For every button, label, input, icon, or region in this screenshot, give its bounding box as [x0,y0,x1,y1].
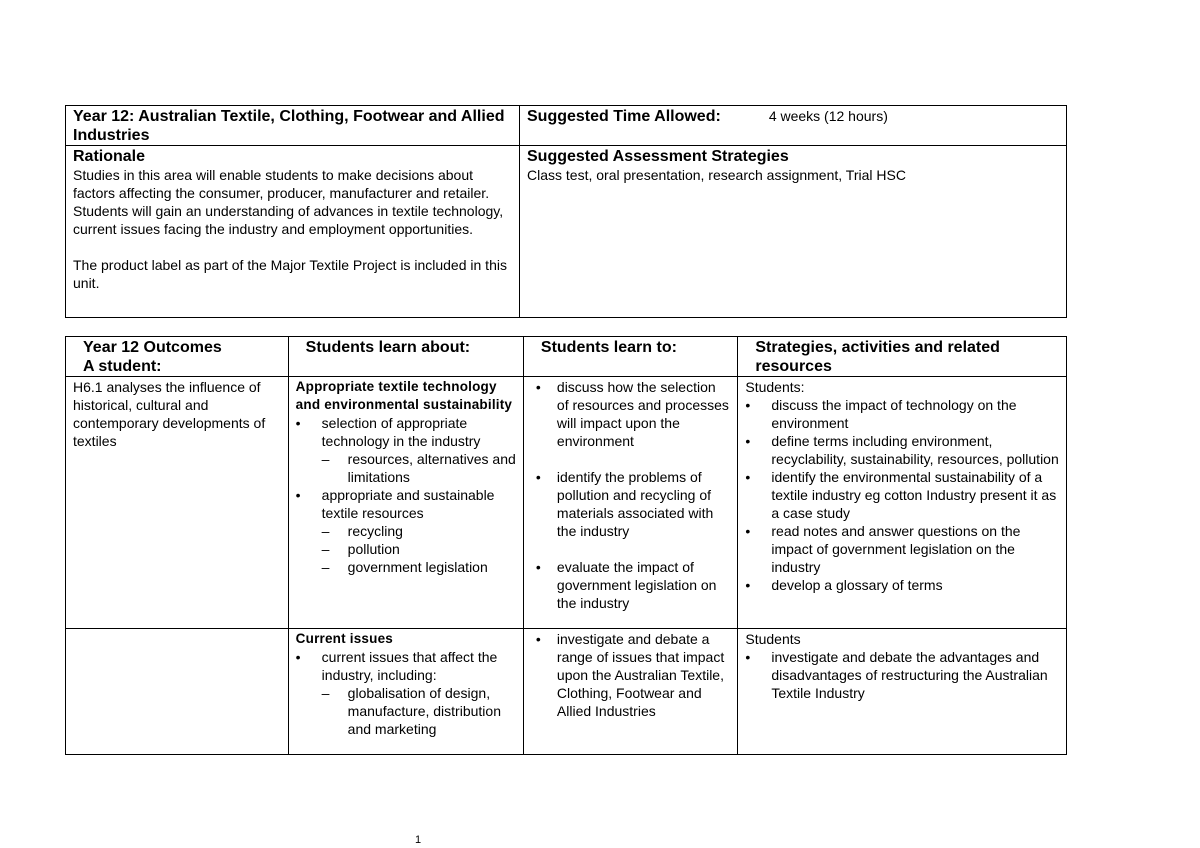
list-item: • define terms including environment, recyclability, sustainability, resources, pollution [745,432,1059,468]
learn-to-list [531,630,730,720]
list-item: • discuss the impact of technology on the environment [745,396,1059,432]
topic-heading: Appropriate textile technology and environmental sustainability [295,379,513,412]
strategies-cell [738,377,1067,629]
outcomes-table [65,336,1067,755]
outcome-cell [66,377,289,629]
learn-about-cell [288,377,523,629]
list-item: • discuss how the selection of resources and processes will impact upon the environment [531,378,730,450]
header-learn-to: Students learn to: [523,337,737,377]
list-item: • identify the problems of pollution and recycling of materials associated with the industry [531,468,730,540]
outcome-cell [66,629,289,755]
assessment-heading: Suggested Assessment Strategies [527,148,789,165]
strategies-list [745,396,1059,594]
learn-about-cell [288,629,523,755]
unit-title: Year 12: Australian Textile, Clothing, Footwear and Allied Industries [73,108,505,144]
rationale-paragraph-1: Studies in this area will enable students to make decisions about factors affecting the consumer, producer, manufacturer and retailer. Students will gain an understanding of advances in textile technology, current issues facing the industry and employment opportunities. [73,167,504,237]
header-strategies: Strategies, activities and related resources [738,337,1067,377]
time-allowed-label: Suggested Time Allowed: [527,108,721,125]
topic-heading: Current issues [295,631,394,646]
list-item: • read notes and answer questions on the impact of government legislation on the industry [745,522,1059,576]
table-row [66,629,1067,755]
list-item: • investigate and debate the advantages and disadvantages of restructuring the Australian Textile Industry [745,648,1059,702]
list-item: • selection of appropriate technology in the industry [296,414,516,450]
learn-to-cell [523,377,737,629]
list-item: • appropriate and sustainable textile resources [296,486,516,522]
header-outcomes-sub: A student: [83,358,162,375]
learn-about-list [296,414,516,576]
learn-to-cell [523,629,737,755]
list-item: • evaluate the impact of government legislation on the industry [531,558,730,612]
page-number: 1 [415,834,422,846]
rationale-cell [66,146,520,318]
list-item: – globalisation of design, manufacture, distribution and marketing [296,684,516,738]
time-allowed-value: 4 weeks (12 hours) [768,108,888,124]
header-outcomes-title: Year 12 Outcomes [83,339,222,356]
header-outcomes [66,337,289,377]
strategies-cell [738,629,1067,755]
list-item: – pollution [296,540,516,558]
strategies-intro: Students: [745,379,805,395]
unit-overview-table [65,105,1067,318]
rationale-paragraph-2: The product label as part of the Major Textile Project is included in this unit. [73,257,507,291]
unit-title-cell [66,106,520,146]
list-item: – government legislation [296,558,516,576]
list-item: • current issues that affect the industry, including: [296,648,516,684]
time-allowed-cell [520,106,1067,146]
strategies-intro: Students [745,631,801,647]
learn-to-list [531,378,730,612]
list-item: – resources, alternatives and limitations [296,450,516,486]
table-row [66,377,1067,629]
rationale-heading: Rationale [73,148,146,165]
strategies-list [745,648,1059,702]
header-learn-about: Students learn about: [288,337,523,377]
list-item: – recycling [296,522,516,540]
assessment-cell [520,146,1067,318]
list-item: • develop a glossary of terms [745,576,1059,594]
list-item: • identify the environmental sustainability of a textile industry eg cotton Industry present it as a case study [745,468,1059,522]
list-item: • investigate and debate a range of issues that impact upon the Australian Textile, Clothing, Footwear and Allied Industries [531,630,730,720]
outcome-text: H6.1 analyses the influence of historical, cultural and contemporary developments of textiles [73,379,266,449]
learn-about-list [296,648,516,738]
assessment-text: Class test, oral presentation, research assignment, Trial HSC [527,167,906,183]
